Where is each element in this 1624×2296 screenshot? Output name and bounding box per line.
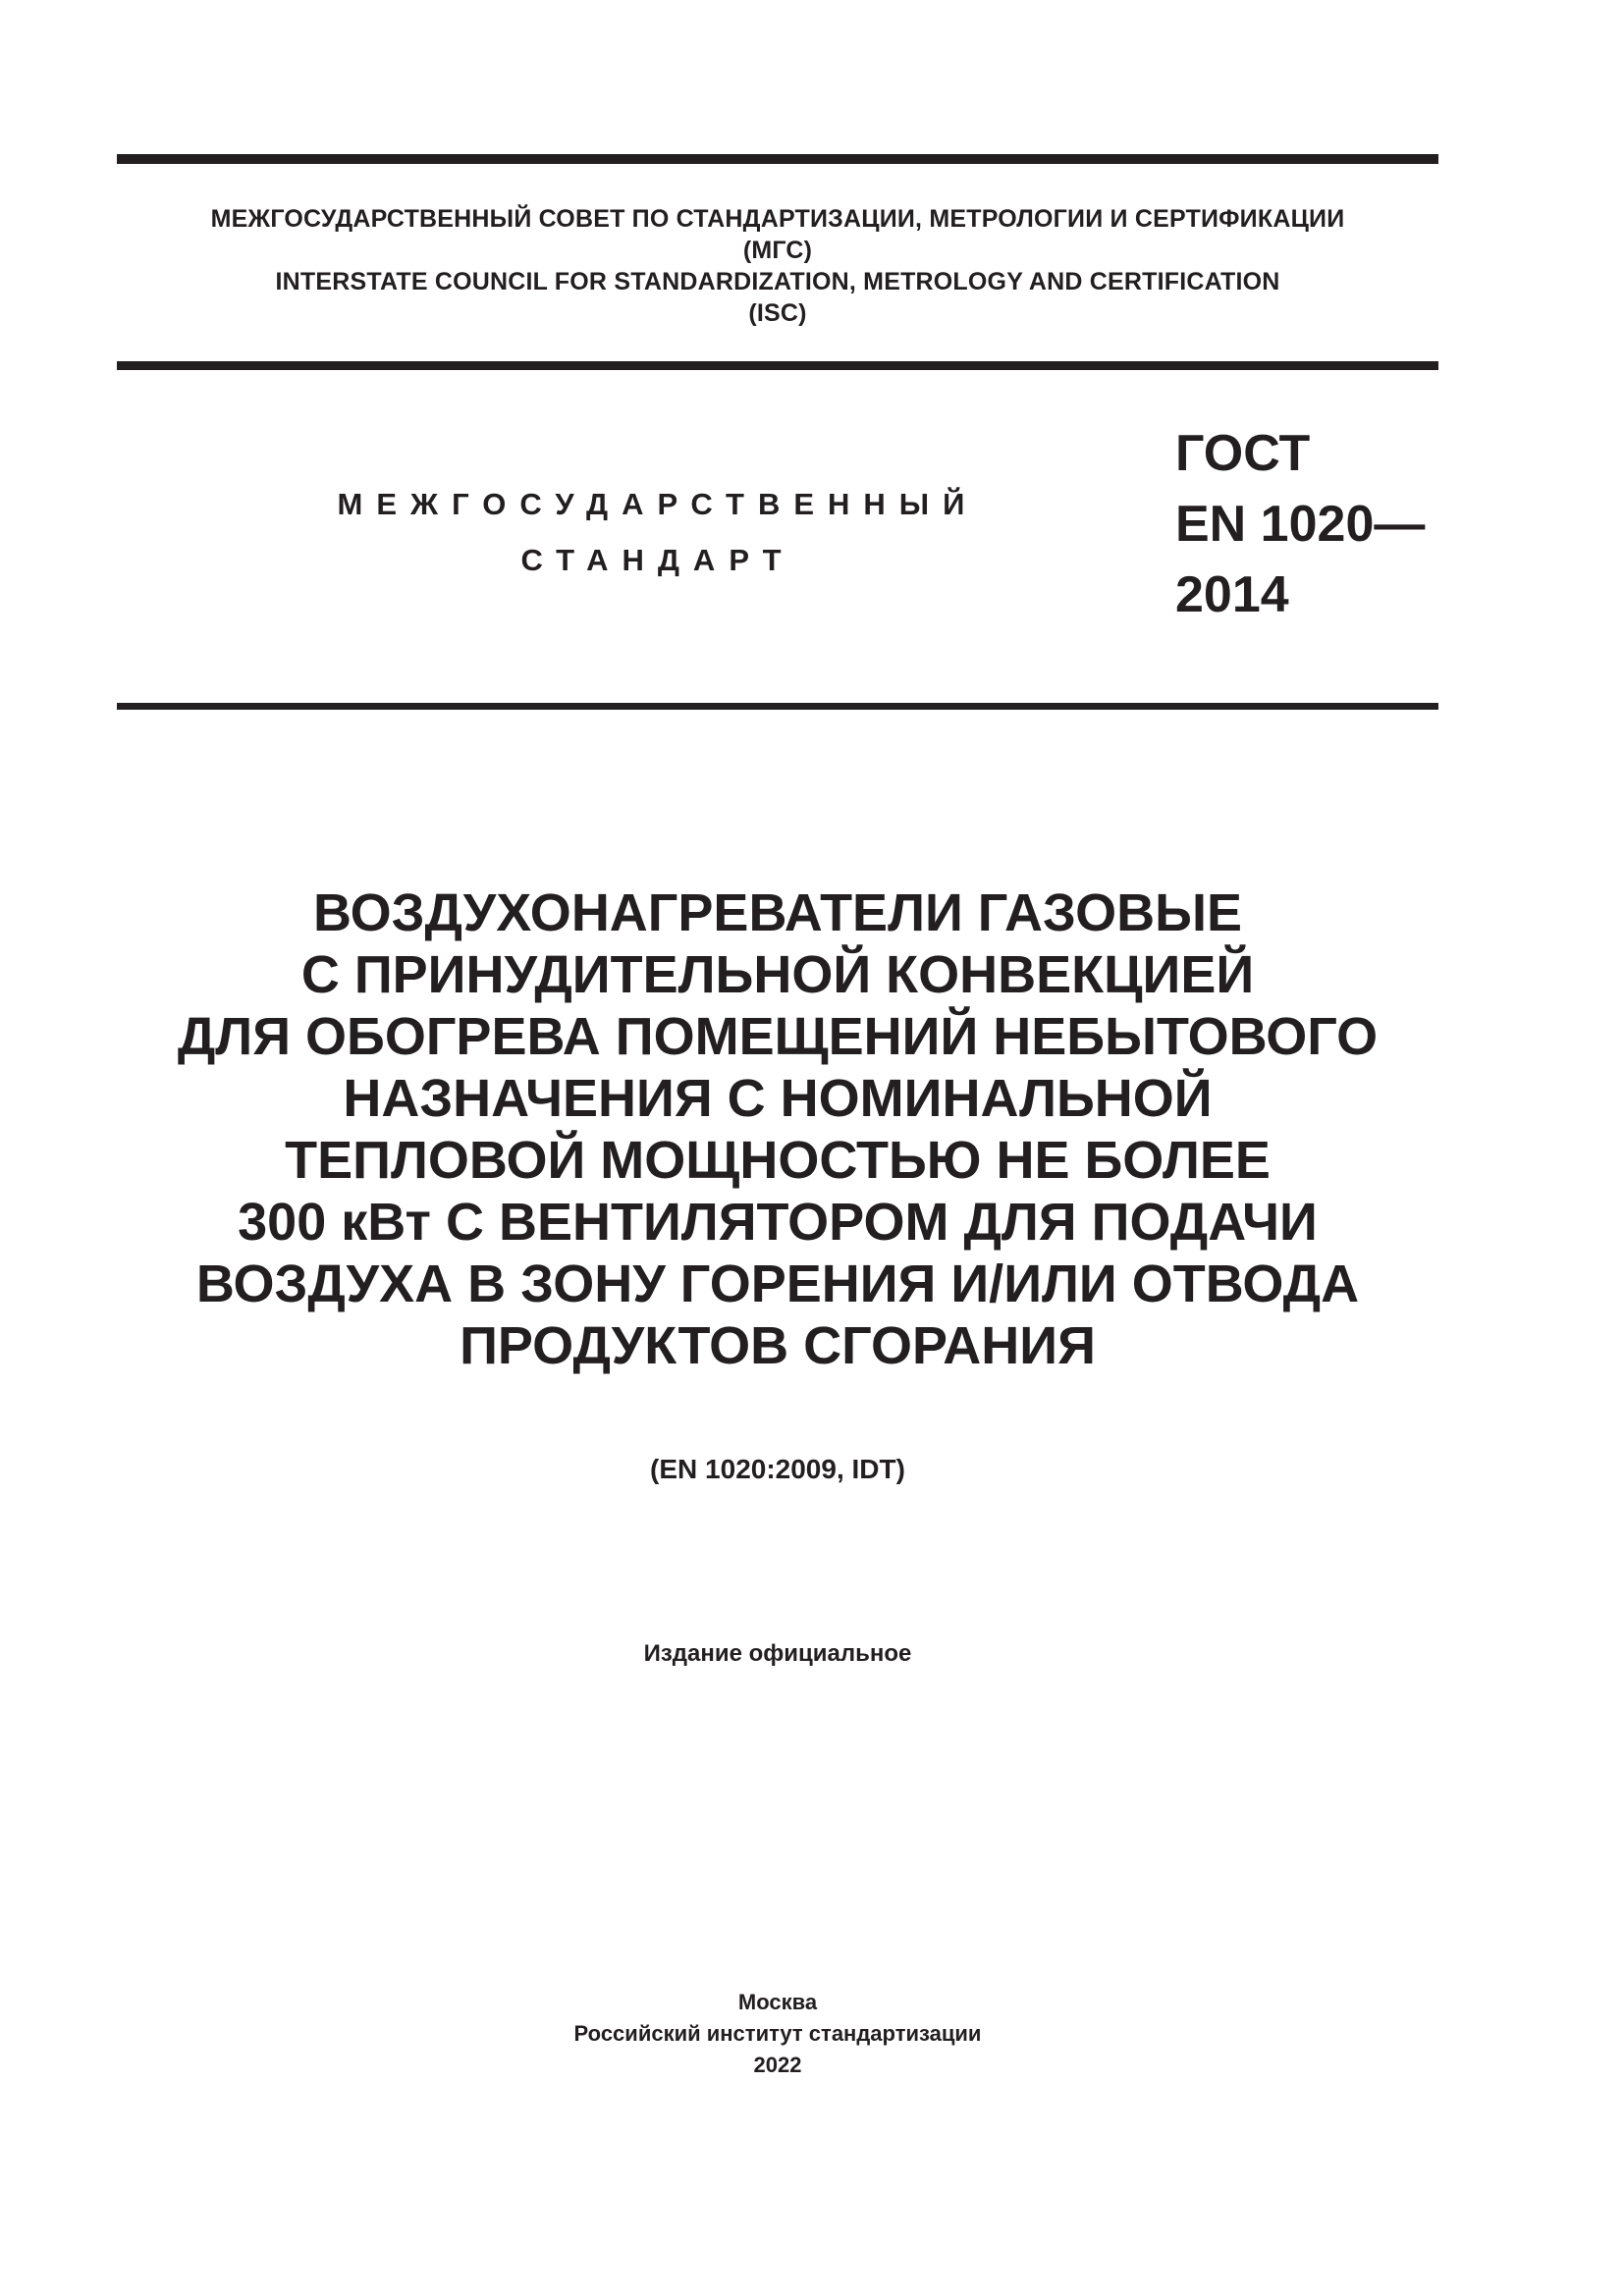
edition-note: Издание официальное (643, 1640, 912, 1667)
designation-line2: EN 1020— (1175, 496, 1426, 553)
standard-designation (1175, 418, 1425, 630)
publisher-institute: Российский институт стандартизации (573, 2021, 982, 2046)
title-line: НАЗНАЧЕНИЯ С НОМИНАЛЬНОЙ (343, 1069, 1213, 1128)
title-line: ПРОДУКТОВ СГОРАНИЯ (460, 1316, 1096, 1375)
council-name-en: INTERSTATE COUNCIL FOR STANDARDIZATION, METROLOGY AND CERTIFICATION (275, 268, 1280, 295)
standard-kind (236, 476, 1080, 588)
council-name-ru: МЕЖГОСУДАРСТВЕННЫЙ СОВЕТ ПО СТАНДАРТИЗАЦИИ, МЕТРОЛОГИИ И СЕРТИФИКАЦИИ (210, 205, 1345, 233)
title-line: 300 кВт С ВЕНТИЛЯТОРОМ ДЛЯ ПОДАЧИ (238, 1193, 1318, 1252)
bottom-rule (117, 703, 1438, 710)
reference-standard: (EN 1020:2009, IDT) (650, 1454, 905, 1484)
council-abbr-en: (ISC) (748, 299, 807, 327)
title-line: ДЛЯ ОБОГРЕВА ПОМЕЩЕНИЙ НЕБЫТОВОГО (177, 1007, 1379, 1066)
title-line: С ПРИНУДИТЕЛЬНОЙ КОНВЕКЦИЕЙ (300, 945, 1255, 1004)
publisher-block (117, 1987, 1438, 2081)
title-line: ВОЗДУХОНАГРЕВАТЕЛИ ГАЗОВЫЕ (312, 883, 1242, 942)
designation-line3: 2014 (1175, 566, 1289, 623)
council-abbr-ru: (МГС) (742, 237, 813, 264)
top-rule (117, 154, 1438, 164)
publisher-city: Москва (737, 1990, 818, 2014)
designation-line1: ГОСТ (1175, 425, 1311, 482)
title-line: ВОЗДУХА В ЗОНУ ГОРЕНИЯ И/ИЛИ ОТВОДА (195, 1255, 1360, 1313)
standard-kind-line2: СТАНДАРТ (520, 543, 795, 577)
standard-kind-line1: МЕЖГОСУДАРСТВЕННЫЙ (337, 487, 979, 521)
middle-rule (117, 361, 1438, 370)
title-line: ТЕПЛОВОЙ МОЩНОСТЬЮ НЕ БОЛЕЕ (285, 1131, 1271, 1190)
document-title (117, 882, 1438, 1377)
council-header (117, 203, 1438, 329)
publication-year: 2022 (753, 2053, 802, 2077)
